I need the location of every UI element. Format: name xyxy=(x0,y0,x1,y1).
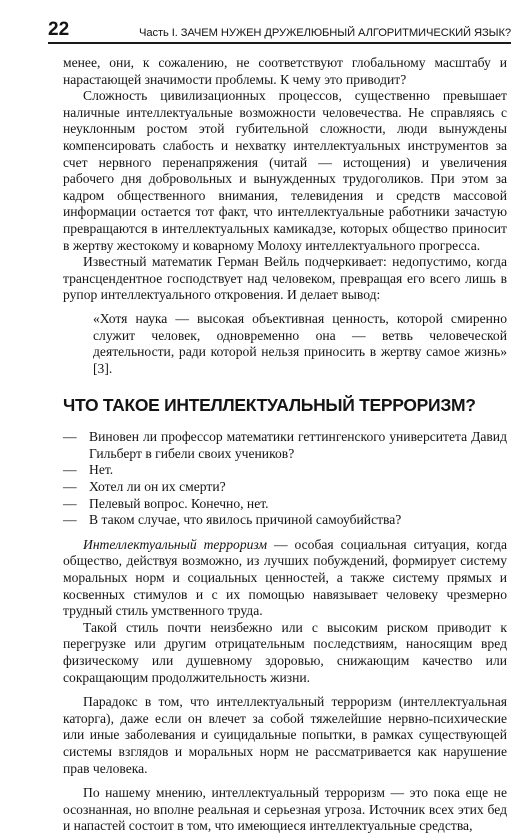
paragraph: Парадокс в том, что интеллектуальный терроризм (интеллектуальная каторга), даже если он влечет за собой тяжелейшие нервно-психические или иные заболевания и суицидальные попытки, в рамках существующей системы взглядов и моральных норм не рассматривается как нарушение прав человека. xyxy=(63,694,507,776)
page-body xyxy=(63,55,507,835)
paragraph: Сложность цивилизационных процессов, существенно превышает наличные интеллектуальные возможности человечества. Не справляясь с неуклонным ростом этой губительной сложности, люди вынуждены компенсировать слабость и нехватку интеллектуальных инструментов за счет нервного перенапряжения (читай — истощения) и увеличения рабочего дня добровольных и вынужденных трудоголиков. При этом за кадром общественного внимания, телевидения и средств массовой информации остается тот факт, что интеллектуальные работники зачастую превращаются в интеллектуальных камикадзе, которых общество приносит в жертву жестокому и коварному Молоху интеллектуального прогресса. xyxy=(63,88,507,253)
dialog-line: — Пелевый вопрос. Конечно, нет. xyxy=(63,495,269,511)
dash-mark: — xyxy=(63,429,77,445)
paragraph-continued: менее, они, к сожалению, не соответствуют глобальному масштабу и нарастающей значимости проблемы. К чему это приводит? xyxy=(63,55,507,87)
running-head: Часть I. ЗАЧЕМ НУЖЕН ДРУЖЕЛЮБНЫЙ АЛГОРИТМИЧЕСКИЙ ЯЗЫК? xyxy=(139,27,511,39)
paragraph: Такой стиль почти неизбежно или с высоким риском приводит к перегрузке или другим отрицательным последствиям, наносящим вред физическому или душевному здоровью, снижающим качество или сокращающим продолжительность жизни. xyxy=(63,619,507,685)
dialog-line: — Хотел ли он их смерти? xyxy=(63,479,226,495)
defined-term: Интеллектуальный терроризм xyxy=(83,536,268,552)
section-heading: ЧТО ТАКОЕ ИНТЕЛЛЕКТУАЛЬНЫЙ ТЕРРОРИЗМ? xyxy=(63,395,476,416)
page-header xyxy=(48,14,511,44)
paragraph: По нашему мнению, интеллектуальный терроризм — это пока еще не осознанная, но вполне реальная и серьезная угроза. Источник всех этих бед и напастей состоит в том, что имеющиеся интеллектуальные средства, xyxy=(63,785,507,834)
dash-mark: — xyxy=(63,512,77,528)
dash-mark: — xyxy=(63,462,77,478)
dialog-line: — Виновен ли профессор математики геттингенского университета Давид Гильберт в гибели своих учеников? xyxy=(63,429,507,461)
page-number: 22 xyxy=(48,19,70,40)
paragraph: Известный математик Герман Вейль подчеркивает: недопустимо, когда трансцендентное господствует над человеком, превращая его всего лишь в рупор интеллектуального откровения. И делает вывод: xyxy=(63,254,507,303)
dialog-line: — В таком случае, что явилось причиной самоубийства? xyxy=(63,512,402,528)
paragraph-definition: Интеллектуальный терроризм — особая социальная ситуация, когда общество, действуя возможно, из лучших побуждений, формирует систему моральных норм и социальных ценностей, а также систему прямых и косвенных стимулов и с их помощью навязывает человеку чрезмерно трудный стиль умственного труда. xyxy=(63,536,508,619)
dash-mark: — xyxy=(63,495,77,511)
dash-mark: — xyxy=(63,479,77,495)
block-quote: «Хотя наука — высокая объективная ценность, которой смиренно служит человек, одновременно она — ветвь человеческой деятельности, ради которой нельзя приносить в жертву самое жизнь» [3]. xyxy=(93,310,507,376)
dialog-line: — Нет. xyxy=(63,462,114,478)
